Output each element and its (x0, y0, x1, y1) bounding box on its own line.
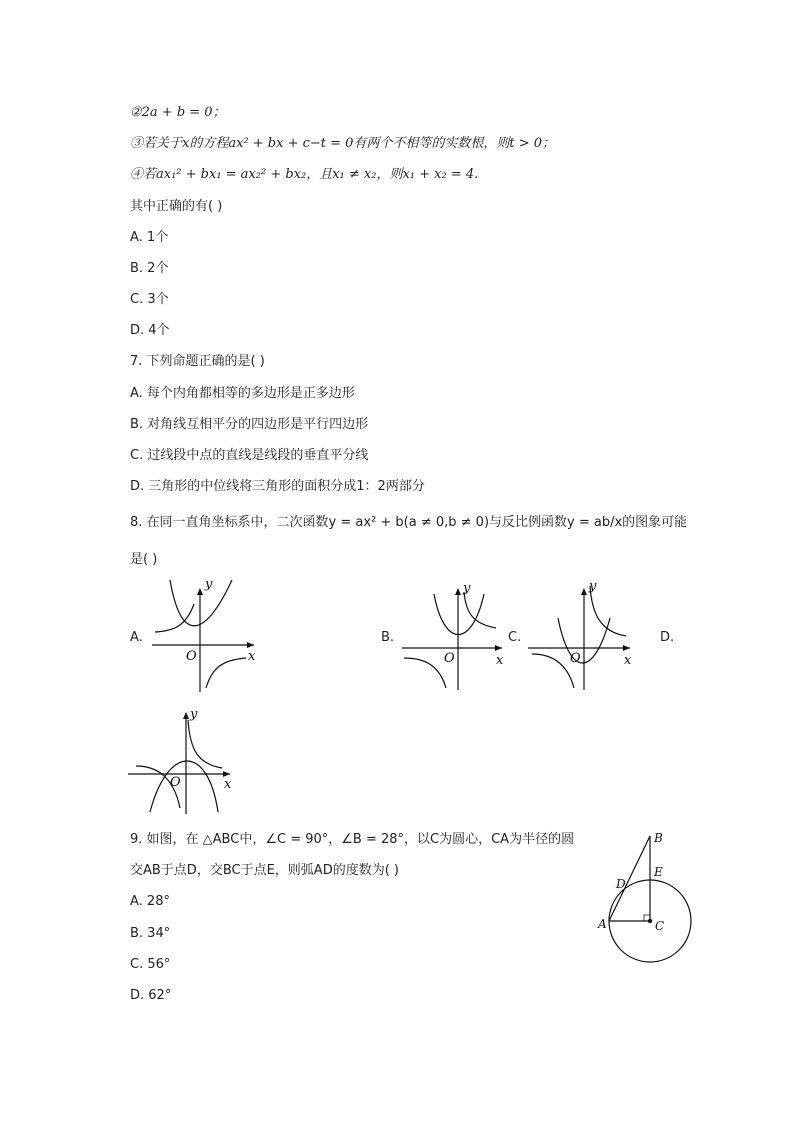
y-axis-arrow (197, 588, 203, 595)
origin-label: O (444, 651, 455, 666)
x-axis-arrow (623, 645, 630, 651)
origin-label: O (570, 651, 581, 666)
parabola (434, 594, 484, 635)
q9-option-a: A. 28° (130, 894, 170, 909)
y-axis-arrow (183, 712, 189, 719)
q8-option-a-label: A. (130, 630, 143, 645)
q9-option-b: B. 34° (130, 926, 171, 941)
q6-prompt: 其中正确的有( ) (130, 199, 223, 214)
q8-graph-c (526, 578, 636, 696)
q6-option-c: C. 3个 (130, 292, 169, 307)
q6-statement-3: ③若关于x的方程ax² + bx + c−t = 0有两个不相等的实数根，则t > 0； (130, 136, 556, 151)
q9-figure (592, 826, 702, 970)
label-a: A (598, 917, 607, 931)
origin-label: O (186, 649, 197, 664)
origin-label: O (170, 775, 181, 790)
hyperbola-branch-right (188, 720, 222, 768)
y-axis-arrow (455, 588, 461, 595)
label-c: C (655, 919, 665, 933)
hyperbola-branch-right (206, 658, 246, 688)
q8-graph-b (400, 578, 510, 696)
q9-stem-line2: 交AB于点D，交BC于点E，则弧AD的度数为( ) (130, 863, 399, 878)
q8-option-c-label: C. (508, 630, 522, 645)
label-e: E (654, 865, 663, 879)
x-axis-arrow (495, 645, 502, 651)
center-point (648, 919, 652, 923)
q9-option-d: D. 62° (130, 988, 172, 1003)
y-axis-label: y (589, 579, 597, 594)
x-axis-label: x (248, 649, 256, 664)
x-axis-label: x (224, 777, 232, 792)
q6-option-a: A. 1个 (130, 230, 169, 245)
q7-option-a: A. 每个内角都相等的多边形是正多边形 (130, 386, 355, 401)
y-axis-label: y (190, 707, 198, 722)
y-axis-label: y (205, 578, 213, 592)
q7-stem: 7. 下列命题正确的是( ) (130, 354, 265, 369)
y-axis-arrow (581, 588, 587, 595)
x-axis-label: x (624, 653, 632, 668)
hyperbola-branch-left (404, 658, 446, 688)
parabola (150, 761, 218, 812)
q6-option-b: B. 2个 (130, 261, 169, 276)
q6-option-d: D. 4个 (130, 323, 170, 338)
q7-option-d: D. 三角形的中位线将三角形的面积分成1：2两部分 (130, 479, 425, 494)
x-axis-arrow (247, 642, 254, 648)
y-axis-label: y (463, 581, 471, 596)
q7-option-c: C. 过线段中点的直线是线段的垂直平分线 (130, 448, 369, 463)
q7-option-b: B. 对角线互相平分的四边形是平行四边形 (130, 417, 369, 432)
q8-stem-line1: 8. 在同一直角坐标系中，二次函数y = ax² + b(a ≠ 0,b ≠ 0)与反比例函数y = ab/x的图象可能 (130, 515, 688, 530)
q8-graph-a (150, 578, 262, 698)
q8-graph-d (126, 704, 238, 820)
hyperbola-branch-left (532, 654, 574, 688)
label-b: B (654, 831, 663, 845)
q9-stem-line1: 9. 如图，在 △ABC中，∠C = 90°，∠B = 28°，以C为圆心，CA为半径的圆 (130, 832, 575, 847)
q8-stem-line2: 是( ) (130, 552, 158, 567)
q6-statement-2: ②2a + b = 0； (130, 105, 226, 120)
parabola (170, 580, 232, 626)
q8-option-d-label: D. (660, 630, 675, 645)
x-axis-label: x (496, 653, 504, 668)
hyperbola-branch-left (155, 604, 194, 632)
q6-statement-4: ④若ax₁² + bx₁ = ax₂² + bx₂，且x₁ ≠ x₂，则x₁ + x₂ = 4. (130, 167, 479, 182)
label-d: D (616, 877, 626, 891)
q8-option-b-label: B. (381, 630, 395, 645)
q9-option-c: C. 56° (130, 957, 171, 972)
